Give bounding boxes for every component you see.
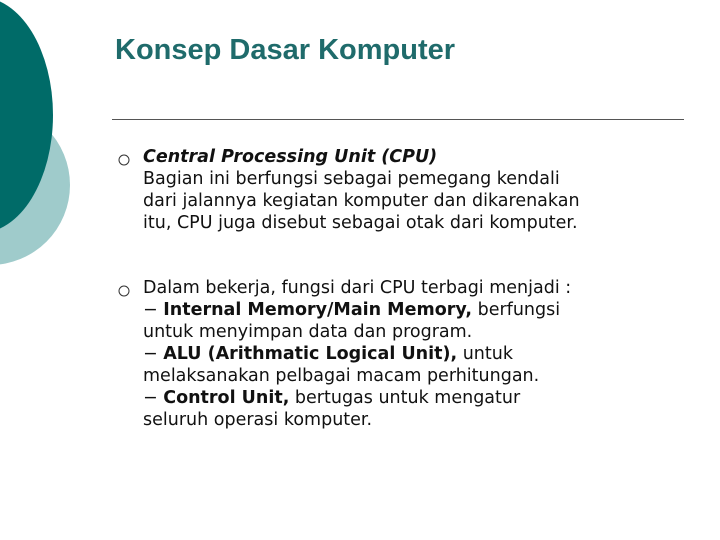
bullet-cpu-functions (143, 277, 703, 431)
cpu-desc-line-1: Bagian ini berfungsi sebagai pemegang kendali (143, 169, 560, 189)
function-rest: berfungsi (472, 300, 561, 320)
function-item-cont: untuk menyimpan data dan program. (143, 322, 473, 342)
dash: − (143, 388, 164, 408)
function-term: Control Unit, (163, 388, 290, 408)
function-item-cont: melaksanakan pelbagai macam perhitungan. (143, 366, 540, 386)
decorative-circles (0, 0, 80, 300)
cpu-heading: Central Processing Unit (CPU) (143, 147, 438, 167)
bullet-circle-icon (117, 284, 131, 298)
function-item (143, 387, 703, 409)
function-rest: untuk (457, 344, 513, 364)
function-rest: bertugas untuk mengatur (289, 388, 521, 408)
title-divider (112, 119, 684, 120)
bullet-cpu (143, 146, 703, 234)
slide-title: Konsep Dasar Komputer (115, 34, 456, 66)
function-item (143, 343, 703, 365)
bullet-circle-icon (117, 153, 131, 167)
function-term: ALU (Arithmatic Logical Unit), (163, 344, 458, 364)
dash: − (143, 300, 164, 320)
cpu-desc-line-2: dari jalannya kegiatan komputer dan dikarenakan (143, 191, 580, 211)
cpu-desc-line-3: itu, CPU juga disebut sebagai otak dari komputer. (143, 213, 578, 233)
functions-intro: Dalam bekerja, fungsi dari CPU terbagi menjadi : (143, 278, 572, 298)
dash: − (143, 344, 164, 364)
function-item-cont: seluruh operasi komputer. (143, 410, 373, 430)
function-term: Internal Memory/Main Memory, (163, 300, 473, 320)
function-item (143, 299, 703, 321)
